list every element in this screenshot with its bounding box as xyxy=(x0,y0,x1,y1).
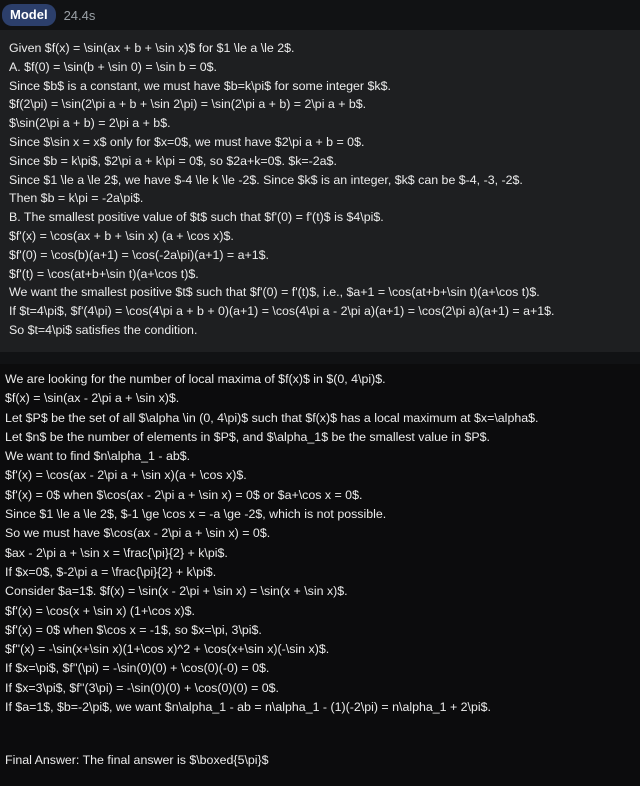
text-line: $f'(x) = \cos(ax - 2\pi a + \sin x)(a + \cos x)$. xyxy=(5,468,247,483)
text-line: $f'(t) = \cos(at+b+\sin t)(a+\cos t)$. xyxy=(9,266,199,281)
model-badge: Model xyxy=(2,4,56,26)
message-header xyxy=(0,0,640,30)
text-line: $f''(x) = -\sin(x+\sin x)(1+\cos x)^2 + \cos(x+\sin x)(-\sin x)$. xyxy=(5,642,330,657)
text-line: We want to find $n\alpha_1 - ab$. xyxy=(5,449,191,464)
text-line: Since $\sin x = x$ only for $x=0$, we must have $2\pi a + b = 0$. xyxy=(9,134,365,149)
response-block-1 xyxy=(0,30,640,352)
text-line: $f'(x) = \cos(x + \sin x) (1+\cos x)$. xyxy=(5,603,195,618)
text-line: Since $b = k\pi$, $2\pi a + k\pi = 0$, so $2a+k=0$. $k=-2a$. xyxy=(9,153,337,168)
text-line: Given $f(x) = \sin(ax + b + \sin x)$ for $1 \le a \le 2$. xyxy=(9,41,295,55)
spacer xyxy=(5,717,638,751)
text-line: Then $b = k\pi = -2a\pi$. xyxy=(9,191,144,206)
text-line: If $t=4\pi$, $f'(4\pi) = \cos(4\pi a + b + 0)(a+1) = \cos(4\pi a - 2\pi a)(a+1) = \cos(2\pi a)(a+1) = a+1$. xyxy=(9,304,555,319)
final-answer: Final Answer: The final answer is $\boxed{5\pi}$ xyxy=(5,753,269,768)
text-line: If $a=1$, $b=-2\pi$, we want $n\alpha_1 - ab = n\alpha_1 - (1)(-2\pi) = n\alpha_1 + 2\pi$. xyxy=(5,700,491,715)
text-line: Let $P$ be the set of all $\alpha \in (0, 4\pi)$ such that $f(x)$ has a local maximum at $x=\alpha$. xyxy=(5,410,539,425)
text-line: Since $1 \le a \le 2$, $-1 \ge \cos x = -a \ge -2$, which is not possible. xyxy=(5,507,387,522)
text-line: $f'(x) = 0$ when $\cos x = -1$, so $x=\pi, 3\pi$. xyxy=(5,622,262,637)
text-line: $\sin(2\pi a + b) = 2\pi a + b$. xyxy=(9,116,171,131)
text-line: So we must have $\cos(ax - 2\pi a + \sin x) = 0$. xyxy=(5,526,271,541)
text-line: A. $f(0) = \sin(b + \sin 0) = \sin b = 0$. xyxy=(9,59,217,74)
text-line: Let $n$ be the number of elements in $P$, and $\alpha_1$ be the smallest value in $P$. xyxy=(5,429,490,444)
text-line: If $x=0$, $-2\pi a = \frac{\pi}{2} + k\pi$. xyxy=(5,564,217,579)
text-line: We want the smallest positive $t$ such that $f'(0) = f'(t)$, i.e., $a+1 = \cos(at+b+\sin t)(a+\cos t)$. xyxy=(9,285,540,300)
text-line: $ax - 2\pi a + \sin x = \frac{\pi}{2} + k\pi$. xyxy=(5,545,228,560)
response-2-text xyxy=(5,370,638,771)
response-1-text xyxy=(9,39,638,340)
text-line: $f'(x) = \cos(ax + b + \sin x) (a + \cos x)$. xyxy=(9,228,234,243)
response-block-2 xyxy=(0,364,640,786)
text-line: We are looking for the number of local maxima of $f(x)$ in $(0, 4\pi)$. xyxy=(5,372,386,386)
text-line: $f'(x) = 0$ when $\cos(ax - 2\pi a + \sin x) = 0$ or $a+\cos x = 0$. xyxy=(5,487,363,502)
response-time: 24.4s xyxy=(63,7,96,23)
text-line: $f(x) = \sin(ax - 2\pi a + \sin x)$. xyxy=(5,391,180,406)
text-line: B. The smallest positive value of $t$ such that $f'(0) = f'(t)$ is $4\pi$. xyxy=(9,210,384,225)
text-line: If $x=\pi$, $f''(\pi) = -\sin(0)(0) + \cos(0)(-0) = 0$. xyxy=(5,661,270,676)
text-line: Since $1 \le a \le 2$, we have $-4 \le k \le -2$. Since $k$ is an integer, $k$ can be $-4, -3, -2$. xyxy=(9,172,523,187)
text-line: Since $b$ is a constant, we must have $b=k\pi$ for some integer $k$. xyxy=(9,78,391,93)
text-line: Consider $a=1$. $f(x) = \sin(x - 2\pi + \sin x) = \sin(x + \sin x)$. xyxy=(5,584,348,599)
text-line: $f(2\pi) = \sin(2\pi a + b + \sin 2\pi) = \sin(2\pi a + b) = 2\pi a + b$. xyxy=(9,97,367,112)
text-line: So $t=4\pi$ satisfies the condition. xyxy=(9,322,198,337)
text-line: $f'(0) = \cos(b)(a+1) = \cos(-2a\pi)(a+1) = a+1$. xyxy=(9,247,269,262)
text-line: If $x=3\pi$, $f''(3\pi) = -\sin(0)(0) + \cos(0)(0) = 0$. xyxy=(5,680,279,695)
